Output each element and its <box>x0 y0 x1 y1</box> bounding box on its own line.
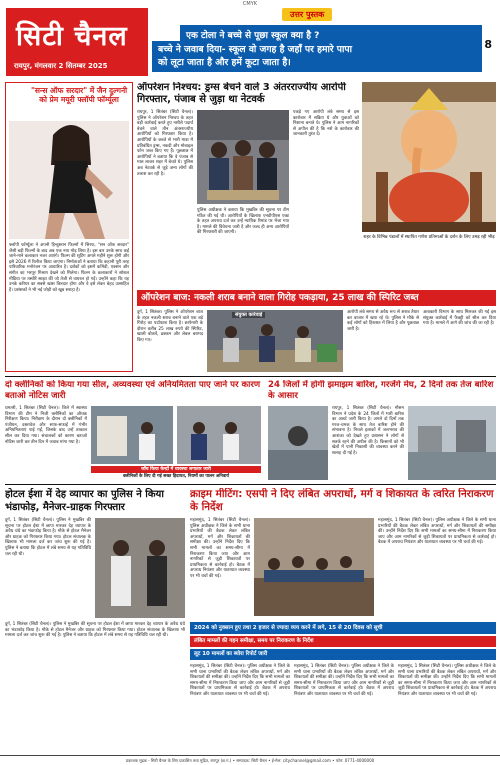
masthead-headline-line-1: एक टोला ने बच्चे से पूछा स्कूल क्या है ? <box>180 25 482 44</box>
masthead-headline-line-3: को लूटा जाता है और हमें कूटा जाता है। <box>158 57 291 68</box>
crime-highlight-3: लूट 10 मामलों का ब्योरा रिपोर्ट जारी <box>190 649 496 660</box>
crime-meeting-body-col-c: महासमुंद, 1 सितंबर (सिटी चैनल)। पुलिस अधीक्षक ने जिले के सभी थाना प्रभारियों की बैठक लेकर लंबित अपराधों, मर्ग और शिकायतों की समीक्षा की। उन्होंने निर्देश दिए कि सभी मामलों का समय-सीमा में निराकरण किया जाए और आम नागरिकों से जुड़ी शिकायतों पर प्राथमिकता से कार्रवाई हो। बैठक में अपराध नियंत्रण और यातायात व्यवस्था पर भी चर्चा की गई। <box>398 664 496 697</box>
newspaper-title: सिटी चैनल <box>16 21 128 52</box>
dateline: रायपुर, मंगलवार 2 सितम्बर 2025 <box>14 62 108 70</box>
page-number: 8 <box>484 38 492 51</box>
crime-meeting-story <box>190 488 496 750</box>
raid-story-headline: ऑपरेशन बाज: नकली शराब बनाने वाला गिरोह पकड़ाया, 25 लाख की स्पिरिट जब्त <box>137 290 496 306</box>
operation-nishchay-body-2: पुलिस अधीक्षक ने बताया कि मुखबिर की सूचना पर टीम गठित की गई थी। आरोपियों के खिलाफ एनडीपीएस एक्ट के तहत अपराध दर्ज कर उन्हें न्यायिक रिमांड पर भेजा गया है। मामले की विवेचना जारी है और जल्द ही अन्य आरोपियों की गिरफ्तारी की जाएगी। <box>197 208 289 236</box>
clinic-story <box>5 380 261 480</box>
operation-nishchay-headline: ऑपरेशन निश्चय: ड्रग्स बेचने वाले 3 अंतरराज्यीय आरोपी गिरफ्तार, पंजाब से जुड़ा था नेटवर्क <box>137 82 346 105</box>
masthead-brand-block <box>6 8 148 76</box>
ganesh-photo-caption: शहर के विभिन्न पंडालों में स्थापित गणेश प्रतिमाओं के दर्शन के लिए उमड़ रही भीड़ <box>363 235 495 240</box>
rain-photo-1 <box>268 406 328 480</box>
crime-meeting-body: महासमुंद, 1 सितंबर (सिटी चैनल)। पुलिस अधीक्षक ने जिले के सभी थाना प्रभारियों की बैठक लेकर लंबित अपराधों, मर्ग और शिकायतों की समीक्षा की। उन्होंने निर्देश दिए कि सभी मामलों का समय-सीमा में निराकरण किया जाए और आम नागरिकों से जुड़ी शिकायतों पर प्राथमिकता से कार्रवाई हो। बैठक में अपराध नियंत्रण और यातायात व्यवस्था पर भी चर्चा की गई। <box>190 518 250 579</box>
cmyk-marker: CMYK <box>242 1 258 7</box>
section-divider-2 <box>5 484 496 485</box>
section-tag: उत्तर पुस्तक <box>282 8 332 21</box>
crime-meeting-headline: क्राइम मीटिंग: एसपी ने दिए लंबित अपराधों, मर्ग व शिकायत के त्वरित निराकरण के निर्देश <box>190 488 494 513</box>
crime-highlight-2: लंबित मामलों की गहन समीक्षा, समय पर निराकरण के निर्देश <box>190 636 496 647</box>
raid-photo <box>207 310 343 372</box>
hotel-story-headline: होटल ईशा में देह व्यापार का पुलिस ने किया भंडाफोड़, मैनेजर-ग्राहक गिरफ्तार <box>5 489 164 513</box>
clinic-sub-notice: क्लीनिकों के लिए दी गई सख्त हिदायत, नियमों का पालन अनिवार्य <box>123 474 229 479</box>
clinic-story-body: धमतरी, 1 सितंबर (सिटी चैनल)। जिले में स्वास्थ्य विभाग की टीम ने निजी क्लीनिकों का औचक निरीक्षण किया। निरीक्षण के दौरान दो क्लीनिकों में पंजीयन, दस्तावेज और साफ-सफाई में गंभीर अनियमितताएं पाई गईं, जिसके बाद उन्हें तत्काल सील कर दिया गया। संचालकों को कारण बताओ नोटिस जारी कर तीन दिन में जवाब मांगा गया है। <box>5 406 87 445</box>
raid-photo-label: संयुक्त कार्रवाई <box>232 312 265 318</box>
hotel-story <box>5 488 185 750</box>
left-story-headline: "सन्स ऑफ सरदार" में जैन दुल्गनी को प्रेम मयूरी फ्लॉपी फॉर्म्यूला <box>30 86 128 104</box>
hotel-raid-photo <box>95 518 185 618</box>
masthead-headline-block <box>152 41 482 72</box>
crime-meeting-body-col-a: महासमुंद, 1 सितंबर (सिटी चैनल)। पुलिस अधीक्षक ने जिले के सभी थाना प्रभारियों की बैठक लेकर लंबित अपराधों, मर्ग और शिकायतों की समीक्षा की। उन्होंने निर्देश दिए कि सभी मामलों का समय-सीमा में निराकरण किया जाए और आम नागरिकों से जुड़ी शिकायतों पर प्राथमिकता से कार्रवाई हो। बैठक में अपराध नियंत्रण और यातायात व्यवस्था पर भी चर्चा की गई। <box>190 664 290 697</box>
rain-story-body: रायपुर, 1 सितंबर (सिटी चैनल)। मौसम विभाग ने प्रदेश के 24 जिलों में भारी बारिश का अलर्ट जारी किया है। अगले दो दिनों तक गरज-चमक के साथ तेज बारिश होने की संभावना है। निचले इलाकों में जलभराव की आशंका को देखते हुए प्रशासन ने लोगों से सतर्क रहने की अपील की है। किसानों को भी खेतों में पानी निकासी की व्यवस्था करने की सलाह दी गई है। <box>332 406 404 456</box>
clinic-photo-2 <box>177 406 261 464</box>
operation-nishchay-story <box>137 82 359 286</box>
left-story-body: फ्लॉपी फॉर्म्यूला ने अपनी हिन्दुस्तान फिल्मों में सिरफ, "सन ऑफ सरदार" जैसी बड़ी फिल्मों के बाद अब एक नया मोड़ लिया है। इस बार उनके साथ कई जाने-माने कलाकार नजर आएंगे। फिल्म की शूटिंग अगले महीने शुरू होगी और इसे 2026 में रिलीज किया जाएगा। निर्माताओं ने बताया कि कहानी पूरी तरह पारिवारिक मनोरंजन पर आधारित है। दर्शकों को इसमें कॉमेडी, एक्शन और संगीत का भरपूर मिश्रण देखने को मिलेगा। फिल्म के कलाकारों ने सोशल मीडिया पर तस्वीरें साझा कीं जो तेजी से वायरल हो गईं। उन्होंने कहा कि यह उनके करियर का सबसे खास किरदार होगा और वे इसे लेकर बेहद उत्साहित हैं। प्रशंसकों ने भी नई जोड़ी को खूब सराहा है। <box>9 243 129 293</box>
raid-story-body-3: आबकारी विभाग के साथ मिलकर की गई इस संयुक्त कार्रवाई में फैक्ट्री को सील कर दिया गया है। मामले में आगे की जांच की जा रही है। <box>423 310 496 327</box>
crime-meeting-body-col-b: महासमुंद, 1 सितंबर (सिटी चैनल)। पुलिस अधीक्षक ने जिले के सभी थाना प्रभारियों की बैठक लेकर लंबित अपराधों, मर्ग और शिकायतों की समीक्षा की। उन्होंने निर्देश दिए कि सभी मामलों का समय-सीमा में निराकरण किया जाए और आम नागरिकों से जुड़ी शिकायतों पर प्राथमिकता से कार्रवाई हो। बैठक में अपराध नियंत्रण और यातायात व्यवस्था पर भी चर्चा की गई। <box>294 664 394 697</box>
hotel-story-body-continued: दुर्ग, 1 सितंबर (सिटी चैनल)। पुलिस ने मुखबिर की सूचना पर होटल ईशा में छापा मारकर देह व्यापार के अवैध धंधे का भंडाफोड़ किया है। मौके से होटल मैनेजर और ग्राहक को गिरफ्तार किया गया। होटल संचालक के खिलाफ भी मामला दर्ज कर जांच शुरू की गई है। पुलिस ने बताया कि होटल में लंबे समय से यह गतिविधि चल रही थी। <box>5 622 185 639</box>
clinic-story-headline: दो क्लीनिकों को किया गया सील, अव्यवस्था एवं अनियमितता पाए जाने पर कारण बताओ नोटिस जारी <box>5 380 261 401</box>
rain-photo-2 <box>408 406 496 480</box>
rain-story-headline: 24 जिलों में होगी झमाझम बारिश, गरजेंगे मेघ, 2 दिनों तक तेज बारिश के आसार <box>268 380 494 401</box>
left-story <box>5 82 133 372</box>
rain-story <box>268 380 496 480</box>
clinic-photo-1 <box>91 406 173 464</box>
masthead-headline-line-2: बच्चे ने जवाब दिया- स्कूल वो जगह है जहाँ पर हमारे पापा <box>158 44 353 55</box>
arrested-accused-photo <box>197 110 289 204</box>
section-divider <box>5 376 496 377</box>
crime-highlight-1: 2024 को नुक्सान हुए तथा 2 हजार से ज्यादा व्यय करने में लगे, 15 से 20 दिवस को सूची <box>190 622 496 634</box>
hotel-story-body: दुर्ग, 1 सितंबर (सिटी चैनल)। पुलिस ने मुखबिर की सूचना पर होटल ईशा में छापा मारकर देह व्यापार के अवैध धंधे का भंडाफोड़ किया है। मौके से होटल मैनेजर और ग्राहक को गिरफ्तार किया गया। होटल संचालक के खिलाफ भी मामला दर्ज कर जांच शुरू की गई है। पुलिस ने बताया कि होटल में लंबे समय से यह गतिविधि चल रही थी। <box>5 518 91 557</box>
actress-photo <box>9 121 129 239</box>
masthead-headline-area <box>152 8 482 76</box>
crime-meeting-body-right: महासमुंद, 1 सितंबर (सिटी चैनल)। पुलिस अधीक्षक ने जिले के सभी थाना प्रभारियों की बैठक लेकर लंबित अपराधों, मर्ग और शिकायतों की समीक्षा की। उन्होंने निर्देश दिए कि सभी मामलों का समय-सीमा में निराकरण किया जाए और आम नागरिकों से जुड़ी शिकायतों पर प्राथमिकता से कार्रवाई हो। बैठक में अपराध नियंत्रण और यातायात व्यवस्था पर भी चर्चा की गई। <box>378 518 496 546</box>
clinic-notice-band: जाँच किया केन्द्रों में व्यवस्था लगातार जारी <box>91 466 261 473</box>
operation-nishchay-body-1: रायपुर, 1 सितंबर (सिटी चैनल)। पुलिस ने ऑपरेशन निश्चय के तहत बड़ी कार्रवाई करते हुए नशीले पदार्थ बेचने वाले तीन अंतरराज्यीय आरोपियों को गिरफ्तार किया है। आरोपियों के कब्जे से भारी मात्रा में प्रतिबंधित ड्रग्स, नकदी और मोबाइल फोन जब्त किए गए हैं। पूछताछ में आरोपियों ने बताया कि वे पंजाब से माल लाकर शहर में बेचते थे। पुलिस अब नेटवर्क से जुड़े अन्य लोगों की तलाश कर रही है। <box>137 110 193 177</box>
raid-story-body-1: दुर्ग, 1 सितंबर। पुलिस ने ऑपरेशन बाज के तहत नकली शराब बनाने वाले एक बड़े गिरोह का पर्दाफाश किया है। छापेमारी के दौरान करीब 25 लाख रुपये की स्पिरिट, खाली बोतलें, ढक्कन और लेबल बरामद किए गए। <box>137 310 203 343</box>
operation-nishchay-body-3: पकड़े गए आरोपी लंबे समय से इस कारोबार में सक्रिय थे और युवाओं को निशाना बनाते थे। पुलिस ने आम नागरिकों से अपील की है कि नशे के कारोबार की जानकारी तुरंत दें। <box>293 110 359 138</box>
raid-story-body-2: आरोपी लंबे समय से अवैध रूप से शराब तैयार कर बाजार में खपा रहे थे। पुलिस ने मौके से कई लोगों को हिरासत में लिया है और पूछताछ जारी है। <box>347 310 419 332</box>
footer-imprint: प्रकाशक मुद्रक - सिटी चैनल के लिए प्रकाशित तथा मुद्रित, रायपुर (छ.ग.) • सम्पादक: सिटी चैनल • ई-मेल: citychannel@gmail.com • फोन: 0771-4000000 <box>0 755 500 765</box>
crime-meeting-photo <box>254 518 374 616</box>
ganesh-idol-photo <box>362 82 496 232</box>
masthead <box>6 8 494 78</box>
